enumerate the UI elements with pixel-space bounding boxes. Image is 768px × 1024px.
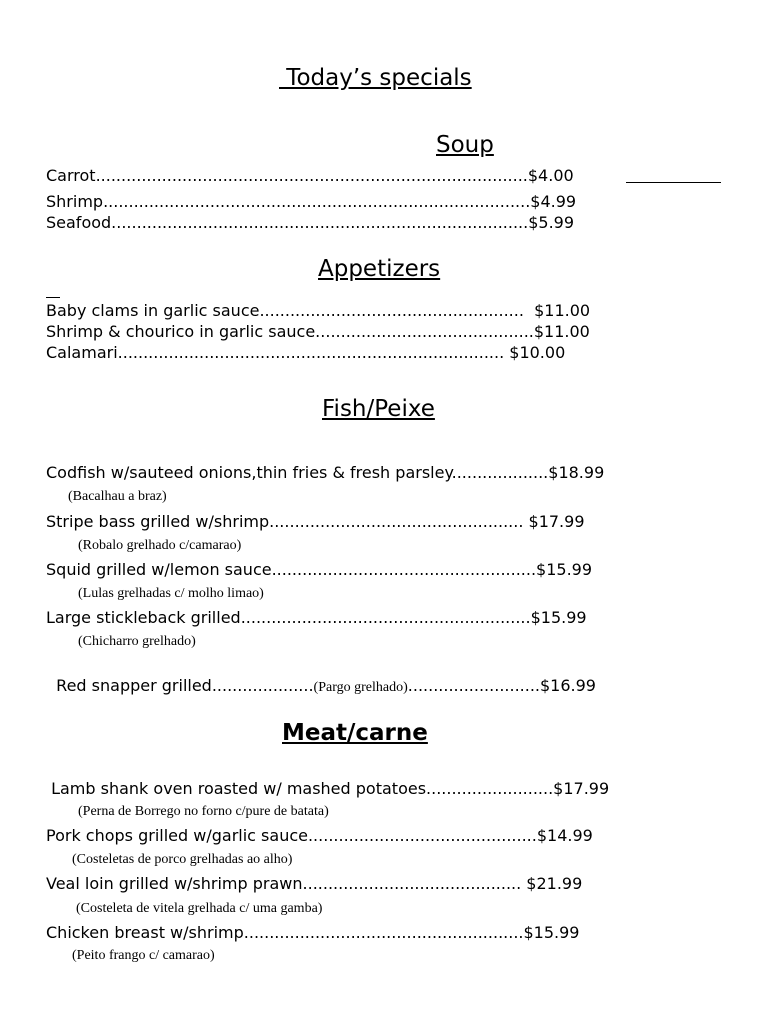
divider xyxy=(46,297,60,298)
item-price: ..........................$16.99 xyxy=(407,676,596,695)
item-translation: (Peito frango c/ camarao) xyxy=(72,948,215,963)
item-name: Red snapper grilled.................... xyxy=(56,676,314,695)
item-translation: (Chicharro grelhado) xyxy=(78,634,196,649)
item-translation: (Robalo grelhado c/camarao) xyxy=(78,538,242,553)
list-item: Lamb shank oven roasted w/ mashed potatoes.........................$17.99 xyxy=(46,779,610,798)
list-item: Baby clams in garlic sauce.................................................... $11.00 xyxy=(46,301,591,320)
list-item xyxy=(46,656,596,698)
section-heading-fish: Fish/Peixe xyxy=(322,396,435,422)
list-item: Squid grilled w/lemon sauce....................................................$15.99 xyxy=(46,560,593,579)
list-item: Codfish w/sauteed onions,thin fries & fresh parsley...................$18.99 xyxy=(46,463,605,482)
list-item: Calamari............................................................................ $10.00 xyxy=(46,343,566,362)
item-translation: (Pargo grelhado) xyxy=(313,680,408,695)
list-item: Seafood..................................................................................$5.99 xyxy=(46,213,575,232)
list-item: Chicken breast w/shrimp.......................................................$15.99 xyxy=(46,923,580,942)
list-item: Shrimp & chourico in garlic sauce...........................................$11.00 xyxy=(46,322,590,341)
list-item: Stripe bass grilled w/shrimp.................................................. $17.99 xyxy=(46,512,585,531)
item-translation: (Costeletas de porco grelhadas ao alho) xyxy=(72,852,293,867)
list-item: Large stickleback grilled.........................................................$15.99 xyxy=(46,608,587,627)
list-item: Carrot.....................................................................................$4.00 xyxy=(46,166,574,185)
item-translation: (Lulas grelhadas c/ molho limao) xyxy=(78,586,264,601)
section-heading-appetizers: Appetizers xyxy=(318,256,441,282)
list-item: Pork chops grilled w/garlic sauce.............................................$14.99 xyxy=(46,826,593,845)
page-title: Today’s specials xyxy=(279,65,472,91)
list-item: Shrimp....................................................................................$4.99 xyxy=(46,192,577,211)
divider xyxy=(626,182,721,183)
item-translation: (Bacalhau a braz) xyxy=(68,489,167,504)
item-translation: (Perna de Borrego no forno c/pure de batata) xyxy=(78,804,329,819)
list-item: Veal loin grilled w/shrimp prawn........................................... $21.99 xyxy=(46,874,583,893)
section-heading-soup: Soup xyxy=(436,132,494,158)
section-heading-meat: Meat/carne xyxy=(282,720,428,746)
item-translation: (Costeleta de vitela grelhada c/ uma gamba) xyxy=(76,901,323,916)
